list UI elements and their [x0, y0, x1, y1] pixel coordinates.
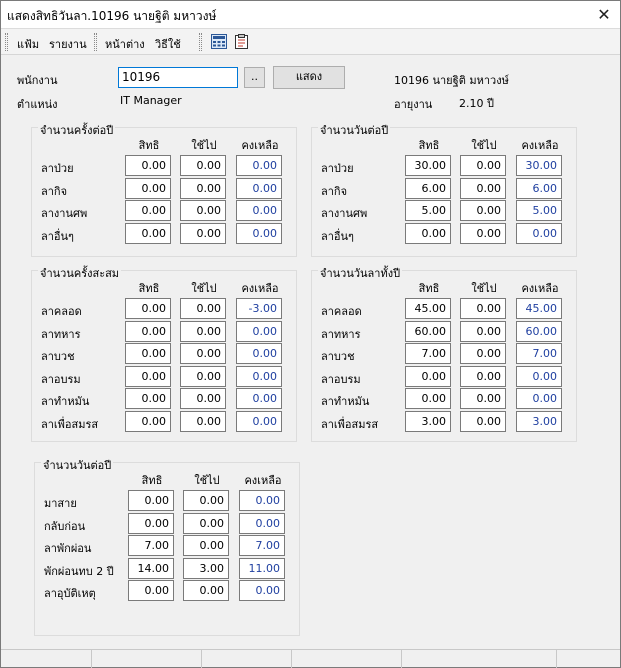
leave-type-label: พักผ่อนทบ 2 ปี	[44, 564, 114, 578]
leave-type-label: ลาบวช	[41, 350, 75, 363]
leave-entitled-field[interactable]: 3.00	[405, 411, 451, 432]
leave-entitled-field[interactable]: 0.00	[405, 388, 451, 409]
window-title: แสดงสิทธิวันลา.10196 นายฐิติ มหาวงษ์	[7, 9, 217, 23]
leave-type-label: ลาเพื่อสมรส	[321, 417, 379, 431]
leave-used-field[interactable]: 0.00	[180, 178, 226, 199]
leave-used-field[interactable]: 0.00	[460, 388, 506, 409]
browse-button[interactable]: ..	[244, 67, 265, 88]
leave-entitled-field[interactable]: 0.00	[125, 343, 171, 364]
group-times-per-year	[31, 124, 297, 257]
close-icon[interactable]: ✕	[597, 5, 611, 24]
leave-entitled-field[interactable]: 0.00	[128, 513, 174, 534]
leave-remaining-field[interactable]: 7.00	[239, 535, 285, 556]
leave-remaining-field[interactable]: -3.00	[236, 298, 282, 319]
group-title: จำนวนวันต่อปี	[41, 456, 113, 474]
leave-used-field[interactable]: 0.00	[180, 366, 226, 387]
leave-entitled-field[interactable]: 0.00	[125, 223, 171, 244]
leave-remaining-field[interactable]: 0.00	[236, 411, 282, 432]
leave-used-field[interactable]: 0.00	[180, 223, 226, 244]
leave-remaining-field[interactable]: 6.00	[516, 178, 562, 199]
leave-remaining-field[interactable]: 7.00	[516, 343, 562, 364]
leave-remaining-field[interactable]: 0.00	[236, 366, 282, 387]
leave-used-field[interactable]: 0.00	[180, 388, 226, 409]
group-times-cumulative	[31, 267, 297, 442]
column-header-used: ใช้ไป	[191, 139, 217, 152]
leave-remaining-field[interactable]: 11.00	[239, 558, 285, 579]
leave-remaining-field[interactable]: 0.00	[236, 388, 282, 409]
leave-used-field[interactable]: 0.00	[183, 535, 229, 556]
column-header-used: ใช้ไป	[471, 139, 497, 152]
column-header-entitled: สิทธิ	[418, 139, 440, 152]
column-header-remaining: คงเหลือ	[244, 474, 282, 487]
leave-type-label: ลาอบรม	[321, 372, 361, 386]
leave-remaining-field[interactable]: 0.00	[239, 580, 285, 601]
status-divider	[201, 650, 202, 668]
column-header-entitled: สิทธิ	[418, 282, 440, 295]
leave-used-field[interactable]: 0.00	[180, 200, 226, 221]
leave-type-label: ลาเพื่อสมรส	[41, 417, 99, 431]
leave-entitled-field[interactable]: 0.00	[125, 155, 171, 176]
leave-entitled-field[interactable]: 6.00	[405, 178, 451, 199]
leave-remaining-field[interactable]: 45.00	[516, 298, 562, 319]
leave-entitled-field[interactable]: 0.00	[405, 366, 451, 387]
leave-used-field[interactable]: 0.00	[180, 411, 226, 432]
column-header-remaining: คงเหลือ	[521, 282, 559, 295]
leave-type-label: ลาป่วย	[321, 162, 354, 175]
leave-type-label: ลาคลอด	[41, 305, 82, 318]
column-header-used: ใช้ไป	[194, 474, 220, 487]
leave-remaining-field[interactable]: 60.00	[516, 321, 562, 342]
leave-entitled-field[interactable]: 14.00	[128, 558, 174, 579]
leave-type-label: ลาคลอด	[321, 305, 362, 318]
leave-type-label: ลาบวช	[321, 350, 355, 363]
calculator-icon[interactable]	[211, 34, 227, 49]
position-label: ตำแหน่ง	[17, 98, 58, 111]
leave-remaining-field[interactable]: 0.00	[236, 321, 282, 342]
leave-remaining-field[interactable]: 0.00	[516, 366, 562, 387]
employee-name: 10196 นายฐิติ มหาวงษ์	[394, 74, 509, 87]
leave-used-field[interactable]: 3.00	[183, 558, 229, 579]
position-value: IT Manager	[120, 94, 182, 107]
leave-type-label: มาสาย	[44, 497, 77, 510]
leave-entitled-field[interactable]: 0.00	[125, 200, 171, 221]
employee-label: พนักงาน	[17, 74, 58, 87]
leave-used-field[interactable]: 0.00	[460, 223, 506, 244]
leave-entitled-field[interactable]: 7.00	[405, 343, 451, 364]
leave-remaining-field[interactable]: 0.00	[516, 223, 562, 244]
menu-bar	[1, 28, 620, 55]
title-bar	[1, 1, 620, 28]
leave-remaining-field[interactable]: 0.00	[239, 513, 285, 534]
leave-type-label: ลาอบรม	[41, 372, 81, 386]
leave-type-label: ลากิจ	[41, 184, 68, 198]
leave-remaining-field[interactable]: 0.00	[236, 223, 282, 244]
leave-remaining-field[interactable]: 0.00	[239, 490, 285, 511]
leave-type-label: ลางานศพ	[41, 207, 88, 220]
leave-remaining-field[interactable]: 3.00	[516, 411, 562, 432]
leave-type-label: กลับก่อน	[44, 519, 86, 533]
leave-type-label: ลาทหาร	[321, 327, 361, 341]
leave-remaining-field[interactable]: 5.00	[516, 200, 562, 221]
menu-window[interactable]: หน้าต่าง	[105, 38, 145, 51]
column-header-entitled: สิทธิ	[138, 139, 160, 152]
leave-type-label: ลากิจ	[321, 184, 348, 198]
leave-used-field[interactable]: 0.00	[180, 321, 226, 342]
employee-id-input[interactable]: 10196	[118, 67, 238, 88]
leave-entitled-field[interactable]: 0.00	[125, 321, 171, 342]
group-title: จำนวนวันลาทั้งปี	[318, 264, 402, 282]
column-header-remaining: คงเหลือ	[241, 282, 279, 295]
column-header-remaining: คงเหลือ	[241, 139, 279, 152]
leave-used-field[interactable]: 0.00	[460, 321, 506, 342]
leave-entitled-field[interactable]: 0.00	[128, 490, 174, 511]
column-header-used: ใช้ไป	[191, 282, 217, 295]
column-header-entitled: สิทธิ	[138, 282, 160, 295]
leave-entitled-field[interactable]: 0.00	[125, 366, 171, 387]
toolbar-grip[interactable]	[5, 33, 8, 51]
leave-type-label: ลาอุบัติเหตุ	[44, 587, 96, 600]
leave-type-label: ลาอื่นๆ	[321, 229, 354, 243]
leave-used-field[interactable]: 0.00	[180, 155, 226, 176]
tenure-label: อายุงาน	[394, 98, 433, 111]
menu-report[interactable]: รายงาน	[49, 38, 87, 51]
leave-used-field[interactable]: 0.00	[460, 200, 506, 221]
group-title: จำนวนครั้งต่อปี	[38, 121, 115, 139]
group-title: จำนวนวันต่อปี	[318, 121, 390, 139]
leave-entitled-field[interactable]: 30.00	[405, 155, 451, 176]
leave-used-field[interactable]: 0.00	[180, 298, 226, 319]
status-divider	[556, 650, 557, 668]
leave-remaining-field[interactable]: 0.00	[236, 343, 282, 364]
status-divider	[401, 650, 402, 668]
leave-used-field[interactable]: 0.00	[183, 513, 229, 534]
group-days-per-year	[311, 124, 577, 257]
leave-entitled-field[interactable]: 0.00	[125, 178, 171, 199]
clipboard-icon[interactable]	[234, 34, 250, 49]
leave-entitled-field[interactable]: 0.00	[125, 411, 171, 432]
status-divider	[91, 650, 92, 668]
menu-help[interactable]: วิธีใช้	[155, 38, 181, 51]
leave-used-field[interactable]: 0.00	[460, 155, 506, 176]
leave-used-field[interactable]: 0.00	[460, 366, 506, 387]
leave-used-field[interactable]: 0.00	[183, 490, 229, 511]
show-button[interactable]: แสดง	[273, 66, 345, 89]
group-days-per-year-other	[34, 459, 300, 636]
leave-remaining-field[interactable]: 0.00	[236, 155, 282, 176]
leave-type-label: ลาป่วย	[41, 162, 74, 175]
leave-entitled-field[interactable]: 0.00	[128, 580, 174, 601]
leave-type-label: ลาทำหมัน	[321, 395, 370, 408]
toolbar-grip[interactable]	[199, 33, 202, 51]
column-header-used: ใช้ไป	[471, 282, 497, 295]
leave-remaining-field[interactable]: 30.00	[516, 155, 562, 176]
leave-entitled-field[interactable]: 0.00	[125, 298, 171, 319]
leave-entitled-field[interactable]: 0.00	[405, 223, 451, 244]
leave-remaining-field[interactable]: 0.00	[516, 388, 562, 409]
leave-type-label: ลาทำหมัน	[41, 395, 90, 408]
leave-used-field[interactable]: 0.00	[460, 411, 506, 432]
status-divider	[291, 650, 292, 668]
status-bar	[1, 649, 620, 667]
leave-used-field[interactable]: 0.00	[460, 298, 506, 319]
leave-remaining-field[interactable]: 0.00	[236, 200, 282, 221]
leave-remaining-field[interactable]: 0.00	[236, 178, 282, 199]
leave-entitled-field[interactable]: 60.00	[405, 321, 451, 342]
column-header-remaining: คงเหลือ	[521, 139, 559, 152]
leave-entitled-field[interactable]: 7.00	[128, 535, 174, 556]
leave-entitled-field[interactable]: 5.00	[405, 200, 451, 221]
leave-type-label: ลาอื่นๆ	[41, 229, 74, 243]
leave-type-label: ลาทหาร	[41, 327, 81, 341]
menu-file[interactable]: แฟ้ม	[17, 38, 40, 51]
leave-used-field[interactable]: 0.00	[460, 343, 506, 364]
leave-used-field[interactable]: 0.00	[183, 580, 229, 601]
leave-entitled-field[interactable]: 0.00	[125, 388, 171, 409]
leave-type-label: ลาพักผ่อน	[44, 542, 92, 555]
group-title: จำนวนครั้งสะสม	[38, 264, 121, 282]
tenure-value: 2.10 ปี	[459, 97, 494, 110]
group-days-all-year	[311, 267, 577, 442]
leave-used-field[interactable]: 0.00	[180, 343, 226, 364]
leave-used-field[interactable]: 0.00	[460, 178, 506, 199]
leave-type-label: ลางานศพ	[321, 207, 368, 220]
leave-entitled-field[interactable]: 45.00	[405, 298, 451, 319]
column-header-entitled: สิทธิ	[141, 474, 163, 487]
toolbar-grip[interactable]	[94, 33, 97, 51]
